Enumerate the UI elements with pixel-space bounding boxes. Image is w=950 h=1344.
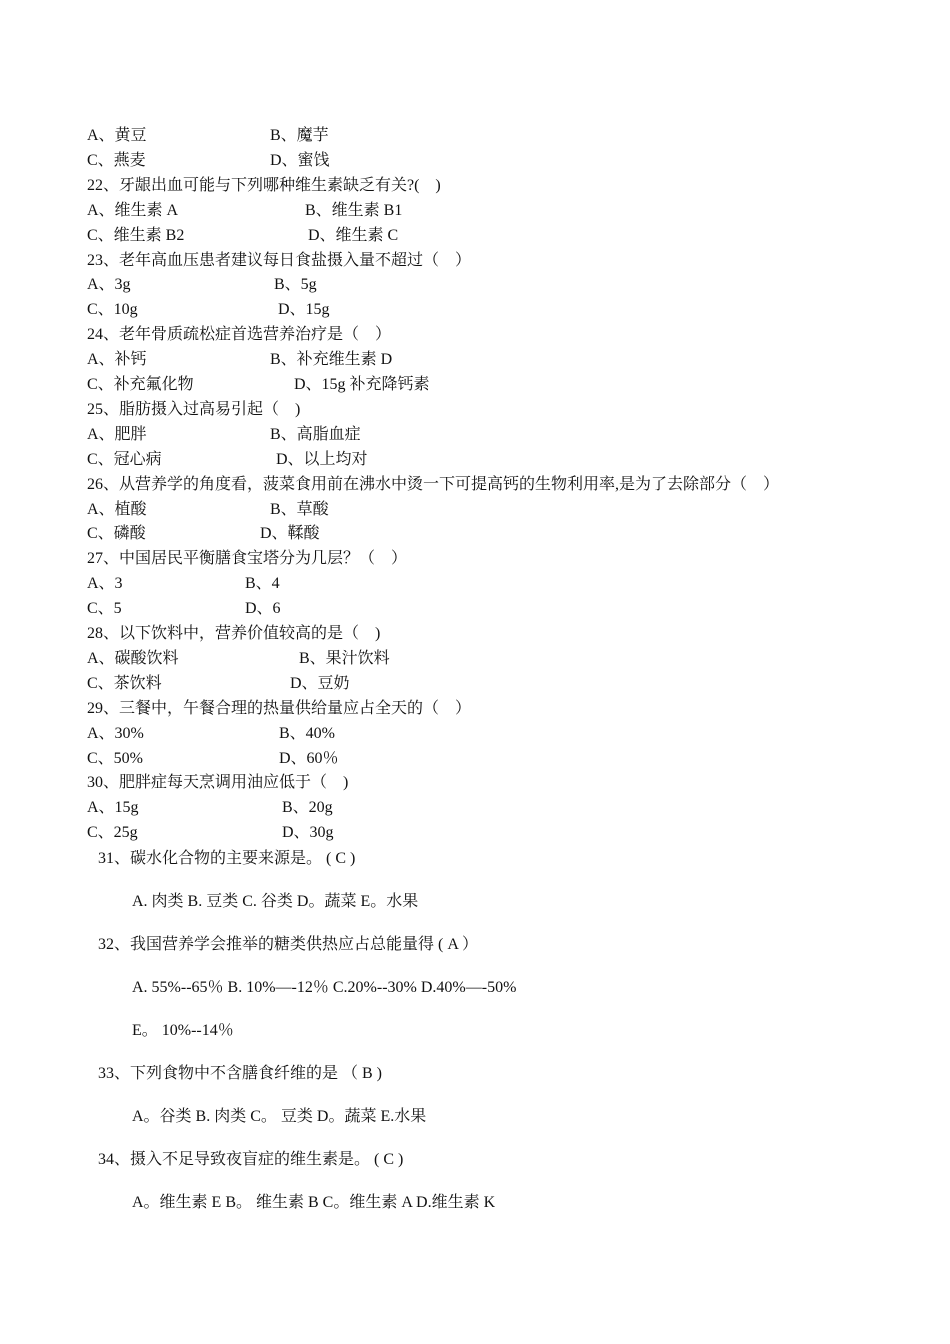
option-a-text: C、5 (87, 600, 122, 617)
option-b-text: B、补充维生素 D (270, 351, 393, 368)
question-text: 32、我国营养学会推举的糖类供热应占总能量得 ( A ） (98, 936, 479, 953)
option-a-text: A、碳酸饮料 (87, 650, 179, 667)
option-b-text: B、40% (279, 725, 336, 742)
answer-options-text: A。谷类 B. 肉类 C。 豆类 D。蔬菜 E.水果 (132, 1108, 427, 1125)
option-a-text: C、维生素 B2 (87, 227, 185, 244)
question-text: 27、中国居民平衡膳食宝塔分为几层？（ ） (87, 550, 408, 567)
option-b-text: D、30g (282, 824, 334, 841)
option-b-text: D、以上均对 (276, 451, 368, 468)
answer-options-text: A. 55%--65％ B. 10%—-12％ C.20%--30% D.40%—-50% (132, 979, 517, 996)
option-a-text: C、茶饮料 (87, 675, 162, 692)
option-a-text: A、3 (87, 575, 123, 592)
option-b-text: B、果汁饮料 (299, 650, 390, 667)
option-b-text: D、豆奶 (290, 675, 350, 692)
answer-options-text: A。维生素 E B。 维生素 B C。维生素 A D.维生素 K (132, 1194, 496, 1211)
option-a-text: C、补充氟化物 (87, 376, 194, 393)
option-b-text: B、维生素 B1 (305, 202, 403, 219)
option-a-text: C、50% (87, 750, 144, 767)
option-a-text: A、肥胖 (87, 426, 147, 443)
question-text: 30、肥胖症每天烹调用油应低于（ ) (87, 774, 349, 791)
question-text: 26、从营养学的角度看，菠菜食用前在沸水中烫一下可提高钙的生物利用率,是为了去除部分（ ） (87, 476, 780, 493)
option-b-text: D、15g 补充降钙素 (294, 376, 430, 393)
option-b-text: B、5g (274, 276, 317, 293)
question-text: 31、碳水化合物的主要来源是。 ( C ) (98, 850, 356, 867)
option-a-text: C、25g (87, 824, 138, 841)
option-a-text: C、磷酸 (87, 525, 146, 542)
question-text: 24、老年骨质疏松症首选营养治疗是（ ） (87, 326, 392, 343)
option-b-text: B、4 (245, 575, 280, 592)
question-text: 34、摄入不足导致夜盲症的维生素是。 ( C ) (98, 1151, 404, 1168)
option-a-text: A、黄豆 (87, 127, 147, 144)
option-a-text: C、冠心病 (87, 451, 162, 468)
option-a-text: A、15g (87, 799, 139, 816)
question-text: 22、牙龈出血可能与下列哪种维生素缺乏有关?( ) (87, 177, 441, 194)
option-a-text: A、30% (87, 725, 144, 742)
option-a-text: A、植酸 (87, 501, 147, 518)
question-text: 23、老年高血压患者建议每日食盐摄入量不超过（ ） (87, 252, 472, 269)
answer-options-text: E。 10%--14％ (132, 1022, 234, 1039)
option-a-text: A、维生素 A (87, 202, 179, 219)
option-a-text: C、燕麦 (87, 152, 146, 169)
question-text: 33、下列食物中不含膳食纤维的是 （ B ) (98, 1065, 383, 1082)
option-b-text: B、20g (282, 799, 333, 816)
option-b-text: D、15g (278, 301, 330, 318)
question-text: 25、脂肪摄入过高易引起（ ) (87, 401, 301, 418)
question-text: 28、以下饮料中，营养价值较高的是（ ) (87, 625, 381, 642)
answer-options-text: A. 肉类 B. 豆类 C. 谷类 D。蔬菜 E。水果 (132, 893, 419, 910)
option-b-text: B、草酸 (270, 501, 329, 518)
option-b-text: B、魔芋 (270, 127, 329, 144)
option-b-text: D、6 (245, 600, 281, 617)
option-b-text: D、60％ (279, 750, 339, 767)
option-b-text: D、蜜饯 (270, 152, 330, 169)
question-text: 29、三餐中，午餐合理的热量供给量应占全天的（ ） (87, 700, 472, 717)
option-b-text: D、维生素 C (308, 227, 399, 244)
option-a-text: A、3g (87, 276, 131, 293)
option-b-text: D、鞣酸 (260, 525, 320, 542)
option-b-text: B、高脂血症 (270, 426, 361, 443)
option-a-text: A、补钙 (87, 351, 147, 368)
option-a-text: C、10g (87, 301, 138, 318)
